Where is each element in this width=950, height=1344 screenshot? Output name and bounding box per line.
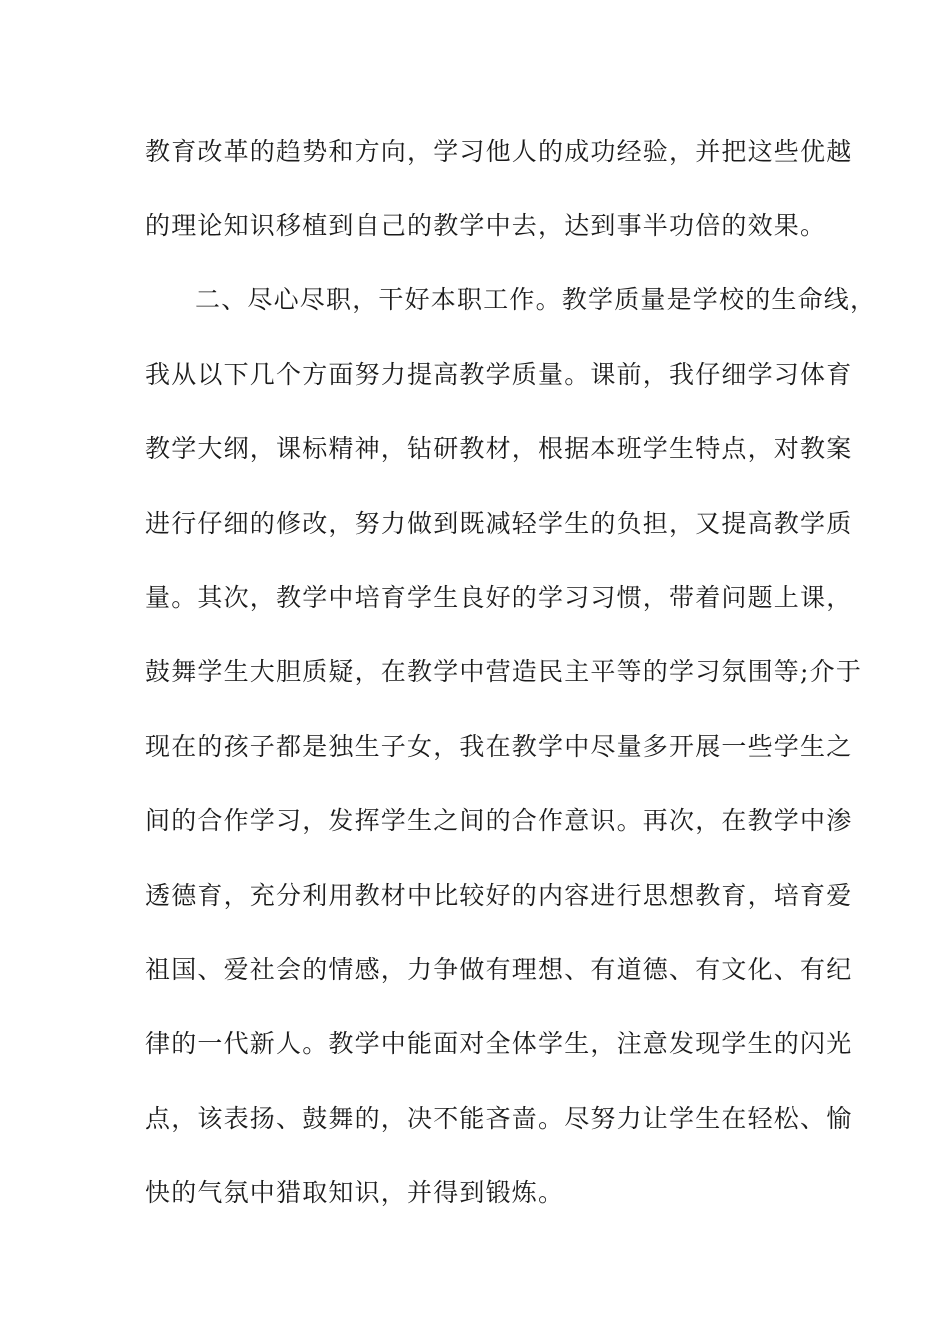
text-line: 教育改革的趋势和方向，学习他人的成功经验，并把这些优越 [145,137,853,166]
text-line: 进行仔细的修改，努力做到既减轻学生的负担，又提高教学质 [145,509,853,538]
text-line: 透德育，充分利用教材中比较好的内容进行思想教育，培育爱 [145,881,853,910]
text-line: 我从以下几个方面努力提高教学质量。课前，我仔细学习体育 [145,360,853,389]
text-line: 的理论知识移植到自己的教学中去，达到事半功倍的效果。 [145,211,827,240]
text-line: 祖国、爱社会的情感，力争做有理想、有道德、有文化、有纪 [145,955,853,984]
paragraph-start-line: 二、尽心尽职，干好本职工作。教学质量是学校的生命线， [195,285,877,314]
text-line: 间的合作学习，发挥学生之间的合作意识。再次，在教学中渗 [145,806,853,835]
text-line: 教学大纲，课标精神，钻研教材，根据本班学生特点，对教案 [145,434,853,463]
text-line: 点，该表扬、鼓舞的，决不能吝啬。尽努力让学生在轻松、愉 [145,1104,853,1133]
text-line: 量。其次，教学中培育学生良好的学习习惯，带着问题上课， [145,583,853,612]
text-line: 现在的孩子都是独生子女，我在教学中尽量多开展一些学生之 [145,732,853,761]
text-line: 律的一代新人。教学中能面对全体学生，注意发现学生的闪光 [145,1029,853,1058]
text-line: 快的气氛中猎取知识，并得到锻炼。 [145,1178,565,1207]
text-line: 鼓舞学生大胆质疑，在教学中营造民主平等的学习氛围等;介于 [145,657,863,686]
